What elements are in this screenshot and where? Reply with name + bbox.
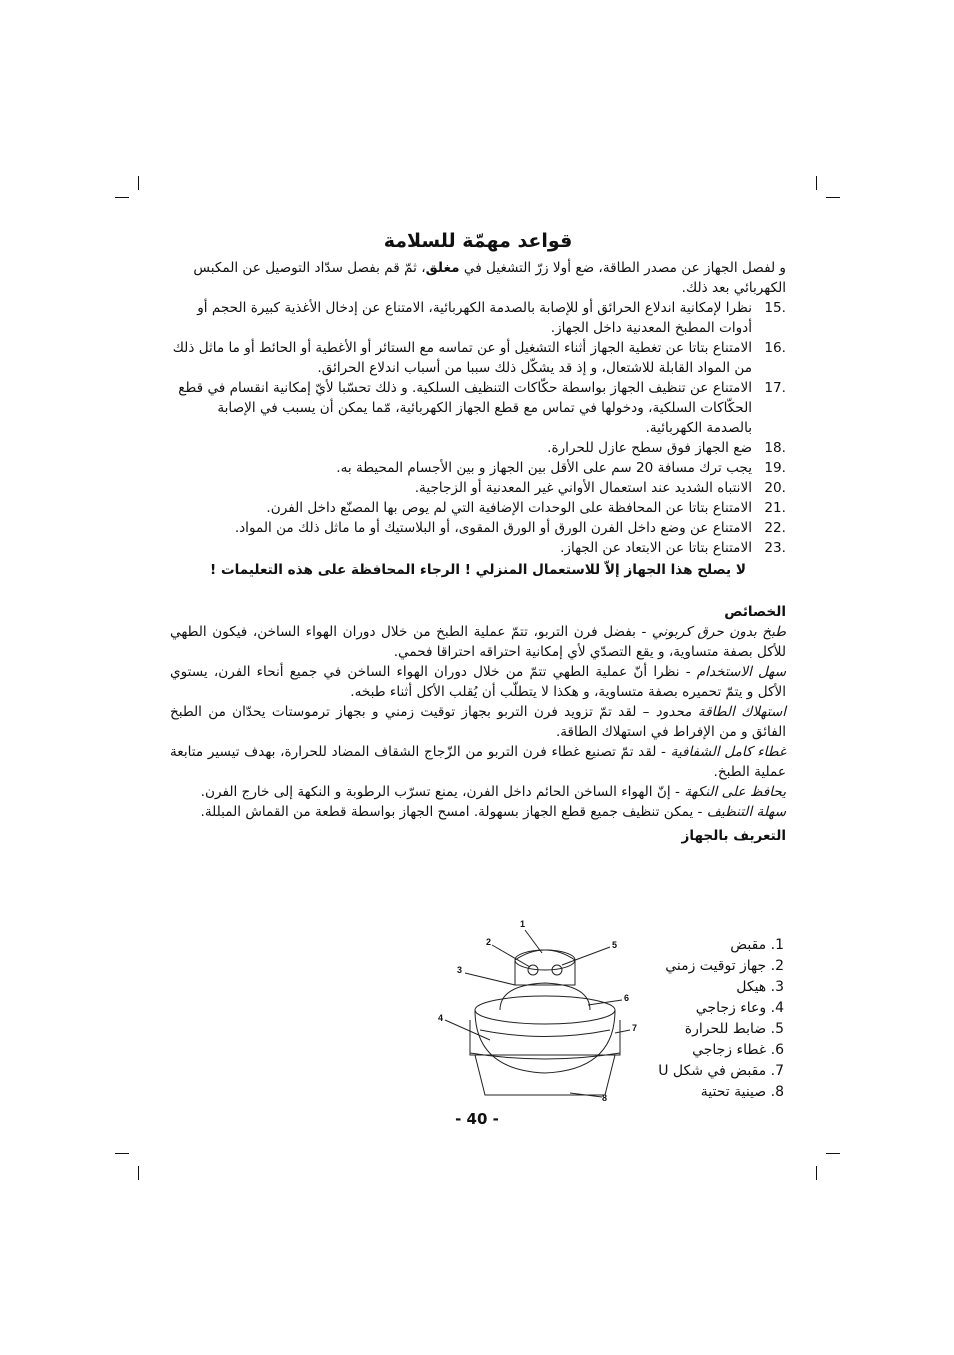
page-number: - 40 -: [455, 1110, 499, 1128]
diagram-label-2: 2: [486, 937, 492, 947]
part-item: 6. غطاء زجاجي: [692, 1042, 784, 1058]
feature-label: طبخ بدون حرق كربوني: [651, 624, 786, 640]
feature-text: - بفضل فرن التربو، تتمّ عملية الطبخ من خلال دوران الهواء الساخن، فيكون الطهي للأكل بصفة متساوية، و يقع التصدّي لأي إمكانية احتراقه احتراقا فحمي.: [170, 624, 786, 660]
rule-text: الامتناع عن وضع داخل الفرن الورق أو الورق المقوى، أو البلاستيك أو ما ماثل ذلك من المواد.: [234, 520, 752, 536]
rule-item: [170, 378, 786, 438]
part-item: 1. مقبض: [730, 937, 784, 953]
crop-mark: [115, 197, 129, 198]
diagram-label-6: 6: [624, 993, 630, 1003]
rule-number: .21: [764, 500, 786, 516]
warning-text: لا يصلح هذا الجهاز إلاّ للاستعمال المنزلي ! الرجاء المحافظة على هذه التعليمات !: [210, 562, 746, 578]
intro-paragraph: و لفصل الجهاز عن مصدر الطاقة، ضع أولا زرّ التشغيل في مغلق، ثمّ قم بفصل سدّاد التوصيل عن المكبس الكهربائي بعد ذلك.: [193, 260, 786, 296]
rule-text: الامتناع بتاتا عن تغطية الجهاز أثناء التشغيل أو عن تماسه مع الستائر أو الأغطية أو الحائط أو ما ماثل ذلك من المواد القابلة للاشتعال، و إذ قد يشكّل ذلك سببا من أسباب اندلاع الحرائق.: [172, 340, 752, 376]
rule-number: .22: [764, 520, 786, 536]
feature-item: [170, 742, 786, 782]
crop-mark: [138, 176, 139, 190]
parts-title: التعريف بالجهاز: [681, 828, 786, 844]
feature-text: - إنّ الهواء الساخن الحائم داخل الفرن، يمنع تسرّب الرطوبة و النكهة إلى خارج الفرن.: [200, 784, 685, 800]
page-title: قواعد مهمّة للسلامة: [383, 230, 573, 252]
diagram-label-8: 8: [602, 1093, 608, 1103]
diagram-label-7: 7: [632, 1023, 638, 1033]
feature-item: [170, 702, 786, 742]
rules-list: [170, 298, 786, 558]
rule-item: [170, 298, 786, 338]
glass-bowl: [475, 1010, 615, 1073]
head-top: [515, 950, 575, 970]
rule-text: ضع الجهاز فوق سطح عازل للحرارة.: [547, 440, 752, 456]
rule-item: [170, 458, 786, 478]
diagram-label-3: 3: [457, 965, 463, 975]
rule-number: .19: [764, 460, 786, 476]
bowl-line: [480, 1030, 610, 1037]
diagram-label-5: 5: [612, 940, 618, 950]
rule-item: [170, 498, 786, 518]
crop-mark: [826, 1153, 840, 1154]
feature-label: يحافظ على النكهة: [684, 784, 786, 800]
crop-mark: [826, 197, 840, 198]
feature-item: [170, 662, 786, 702]
rule-number: .20: [764, 480, 786, 496]
document-page: [170, 230, 786, 846]
feature-text: - لقد تمّ تصنيع غطاء فرن التربو من الزّجاج الشقاف المضاد للحرارة، بهدف تيسير متابعة عملية الطبخ.: [170, 744, 786, 780]
feature-label: غطاء كامل الشفافية: [670, 744, 786, 760]
rule-text: الامتناع بتاتا عن المحافظة على الوحدات الإضافية التي لم يوص بها المصنّع داخل الفرن.: [266, 500, 752, 516]
rule-number: .18: [764, 440, 786, 456]
turbo-oven-diagram: [430, 915, 650, 1105]
rule-item: [170, 518, 786, 538]
features-title: الخصائص: [724, 604, 786, 620]
rule-number: .17: [764, 380, 786, 396]
part-item: 4. وعاء زجاجي: [695, 1000, 784, 1016]
crop-mark: [115, 1153, 129, 1154]
feature-label: سهل الاستخدام: [696, 664, 786, 680]
rule-item: [170, 538, 786, 558]
part-item: 5. ضابط للحرارة: [684, 1021, 784, 1037]
part-item: 7. مقبض في شكل U: [658, 1063, 784, 1079]
part-item: 2. جهاز توقيت زمني: [665, 958, 784, 974]
feature-label: استهلاك الطاقة محدود: [655, 704, 786, 720]
bowl-rim: [475, 996, 615, 1024]
crop-mark: [816, 176, 817, 190]
parts-list: [658, 935, 784, 1103]
diagram-label-4: 4: [438, 1013, 444, 1023]
rule-number: .23: [764, 540, 786, 556]
rule-text: الانتباه الشديد عند استعمال الأواني غير المعدنية أو الزجاجية.: [414, 480, 752, 496]
rule-item: [170, 338, 786, 378]
rule-number: .16: [764, 340, 786, 356]
rule-item: [170, 438, 786, 458]
feature-text: - يمكن تنظيف جميع قطع الجهاز بسهولة. امسح الجهاز بواسطة قطعة من القماش المبللة.: [200, 804, 707, 820]
part-item: 3. هيكل: [736, 979, 784, 995]
rule-text: الامتناع بتاتا عن الابتعاد عن الجهاز.: [560, 540, 752, 556]
crop-mark: [138, 1166, 139, 1180]
feature-text: – لقد تمّ تزويد فرن التربو بجهاز توقيت زمني و بجهاز ترموستات يحدّان من الطبخ الفائق و من الإفراط في استهلاك الطاقة.: [170, 704, 786, 740]
diagram-label-1: 1: [520, 919, 526, 929]
features-list: [170, 622, 786, 822]
rule-text: يجب ترك مسافة 20 سم على الأقل بين الجهاز و بين الأجسام المحيطة به.: [336, 460, 752, 476]
feature-item: [170, 782, 786, 802]
feature-item: [170, 622, 786, 662]
u-handle: [470, 1020, 620, 1055]
base-stand: [475, 1055, 615, 1095]
rule-item: [170, 478, 786, 498]
part-item: 8. صينية تحتية: [700, 1084, 784, 1100]
crop-mark: [816, 1166, 817, 1180]
feature-label: سهلة التنظيف: [706, 804, 786, 820]
rule-text: نظرا لإمكانية اندلاع الحرائق أو للإصابة بالصدمة الكهربائية، الامتناع عن إدخال الأغذية كبيرة الحجم أو أدوات المطبخ المعدنية داخل الجهاز.: [197, 300, 752, 336]
rule-text: الامتناع عن تنظيف الجهاز بواسطة حكّاكات التنظيف السلكية. و ذلك تحسّبا لأيّ إمكانية انقسام في قطع الحكّاكات السلكية، ودخولها في تماس مع قطع الجهاز الكهربائية، مّما يمكن أن يسبب في الإصابة بالصدمة الكهربائية.: [178, 380, 752, 436]
feature-text: - نظرا أنّ عملية الطهي تتمّ من خلال دوران الهواء الساخن في جميع أنحاء الفرن، يستوي الأكل و يتمّ تحميره بصفة متساوية، و هكذا لا يتطلّب أن يُقلب الأكل أثناء طبخه.: [170, 664, 786, 700]
feature-item: [170, 802, 786, 822]
rule-number: .15: [764, 300, 786, 316]
